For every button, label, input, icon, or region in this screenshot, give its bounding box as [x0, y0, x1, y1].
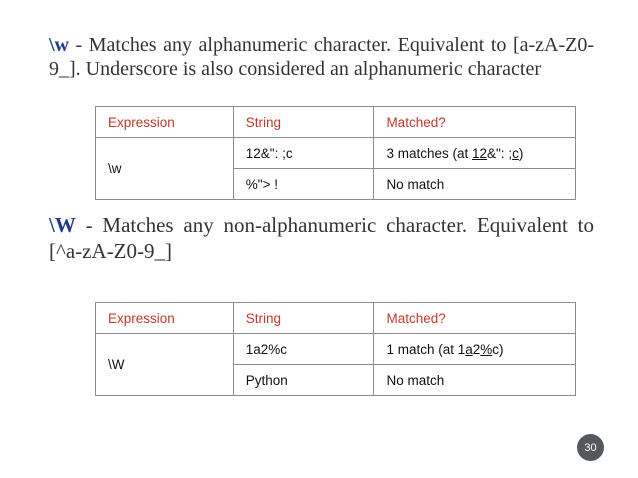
page-number-badge: 30	[577, 434, 604, 461]
section-w-text: - Matches any alphanumeric character. Equivalent to [a-zA-Z0-9_]. Underscore is also considered an alphanumeric character	[49, 34, 594, 80]
string-cell: Python	[233, 365, 374, 396]
header-matched: Matched?	[374, 303, 576, 334]
table-header-row	[96, 107, 576, 138]
match-text: &": ;	[487, 145, 513, 161]
match-highlight: 12	[471, 145, 488, 161]
expression-cell: \w	[96, 138, 234, 200]
match-text: )	[518, 145, 524, 161]
section-W-description	[49, 212, 594, 264]
matched-cell: No match	[374, 169, 576, 200]
string-cell: 1a2%c	[233, 334, 374, 365]
string-cell: %"> !	[233, 169, 374, 200]
match-text: 1 match (at 1	[386, 341, 466, 357]
match-text: c)	[492, 341, 504, 357]
code-W: \W	[49, 213, 76, 237]
matched-cell	[374, 138, 576, 169]
section-W-text: - Matches any non-alphanumeric character. Equivalent to [^a-zA-Z0-9_]	[49, 213, 594, 263]
header-string: String	[233, 107, 374, 138]
section-w-description	[49, 33, 594, 81]
matched-cell	[374, 334, 576, 365]
table-W	[95, 302, 576, 396]
header-expression: Expression	[96, 107, 234, 138]
match-highlight: %	[480, 341, 493, 357]
match-text: 3 matches (at	[386, 145, 472, 161]
code-w: \w	[49, 34, 69, 56]
match-highlight: c	[512, 145, 519, 161]
string-cell: 12&": ;c	[233, 138, 374, 169]
header-matched: Matched?	[374, 107, 576, 138]
table-row	[96, 334, 576, 365]
header-expression: Expression	[96, 303, 234, 334]
header-string: String	[233, 303, 374, 334]
match-highlight: a	[465, 341, 473, 357]
matched-cell: No match	[374, 365, 576, 396]
table-row	[96, 138, 576, 169]
match-text: 2	[472, 341, 481, 357]
table-w	[95, 106, 576, 200]
expression-cell: \W	[96, 334, 234, 396]
table-header-row	[96, 303, 576, 334]
